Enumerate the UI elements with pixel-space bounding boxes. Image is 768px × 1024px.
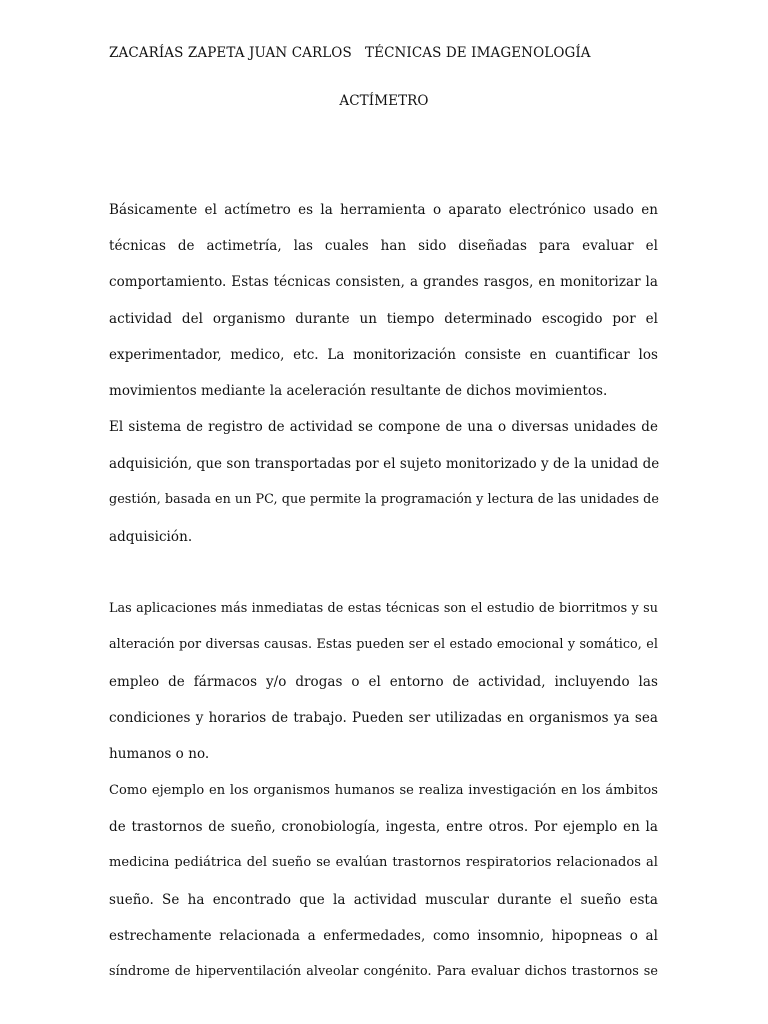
text-line: gestión, basada en un PC, que permite la programación y lectura de las unidades de [109, 492, 659, 507]
text-line: condiciones y horarios de trabajo. Pueden ser utilizadas en organismos ya sea [109, 710, 658, 726]
header-line [109, 45, 591, 61]
text-line: síndrome de hiperventilación alveolar congénito. Para evaluar dichos trastornos se [109, 964, 658, 979]
text-line: actividad del organismo durante un tiempo determinado escogido por el [109, 311, 658, 327]
text-line: El sistema de registro de actividad se compone de una o diversas unidades de [109, 419, 658, 435]
text-line: humanos o no. [109, 746, 210, 762]
text-line: experimentador, medico, etc. La monitorización consiste en cuantificar los [109, 347, 658, 363]
text-line: Como ejemplo en los organismos humanos se realiza investigación en los ámbitos [109, 783, 658, 798]
document-title: ACTÍMETRO [339, 93, 429, 109]
text-line: adquisición, que son transportadas por el sujeto monitorizado y de la unidad de [109, 456, 660, 472]
text-line: sueño. Se ha encontrado que la actividad muscular durante el sueño esta [109, 892, 658, 908]
text-line: alteración por diversas causas. Estas pueden ser el estado emocional y somático, el [109, 637, 658, 652]
text-line: estrechamente relacionada a enfermedades, como insomnio, hipopneas o al [109, 928, 658, 944]
text-line: medicina pediátrica del sueño se evalúan trastornos respiratorios relacionados al [109, 855, 658, 870]
text-line: Básicamente el actímetro es la herramienta o aparato electrónico usado en [109, 202, 658, 218]
text-line: Las aplicaciones más inmediatas de estas técnicas son el estudio de biorritmos y su [109, 601, 658, 616]
author-name: ZACARÍAS ZAPETA JUAN CARLOS [109, 45, 352, 61]
text-line: empleo de fármacos y/o drogas o el entorno de actividad, incluyendo las [109, 674, 658, 690]
text-line: técnicas de actimetría, las cuales han sido diseñadas para evaluar el [109, 238, 658, 254]
text-line: de trastornos de sueño, cronobiología, ingesta, entre otros. Por ejemplo en la [109, 819, 658, 835]
course-name: TÉCNICAS DE IMAGENOLOGÍA [365, 45, 591, 61]
text-line: comportamiento. Estas técnicas consisten, a grandes rasgos, en monitorizar la [109, 274, 658, 290]
text-line: movimientos mediante la aceleración resultante de dichos movimientos. [109, 383, 608, 399]
text-line: adquisición. [109, 529, 193, 545]
